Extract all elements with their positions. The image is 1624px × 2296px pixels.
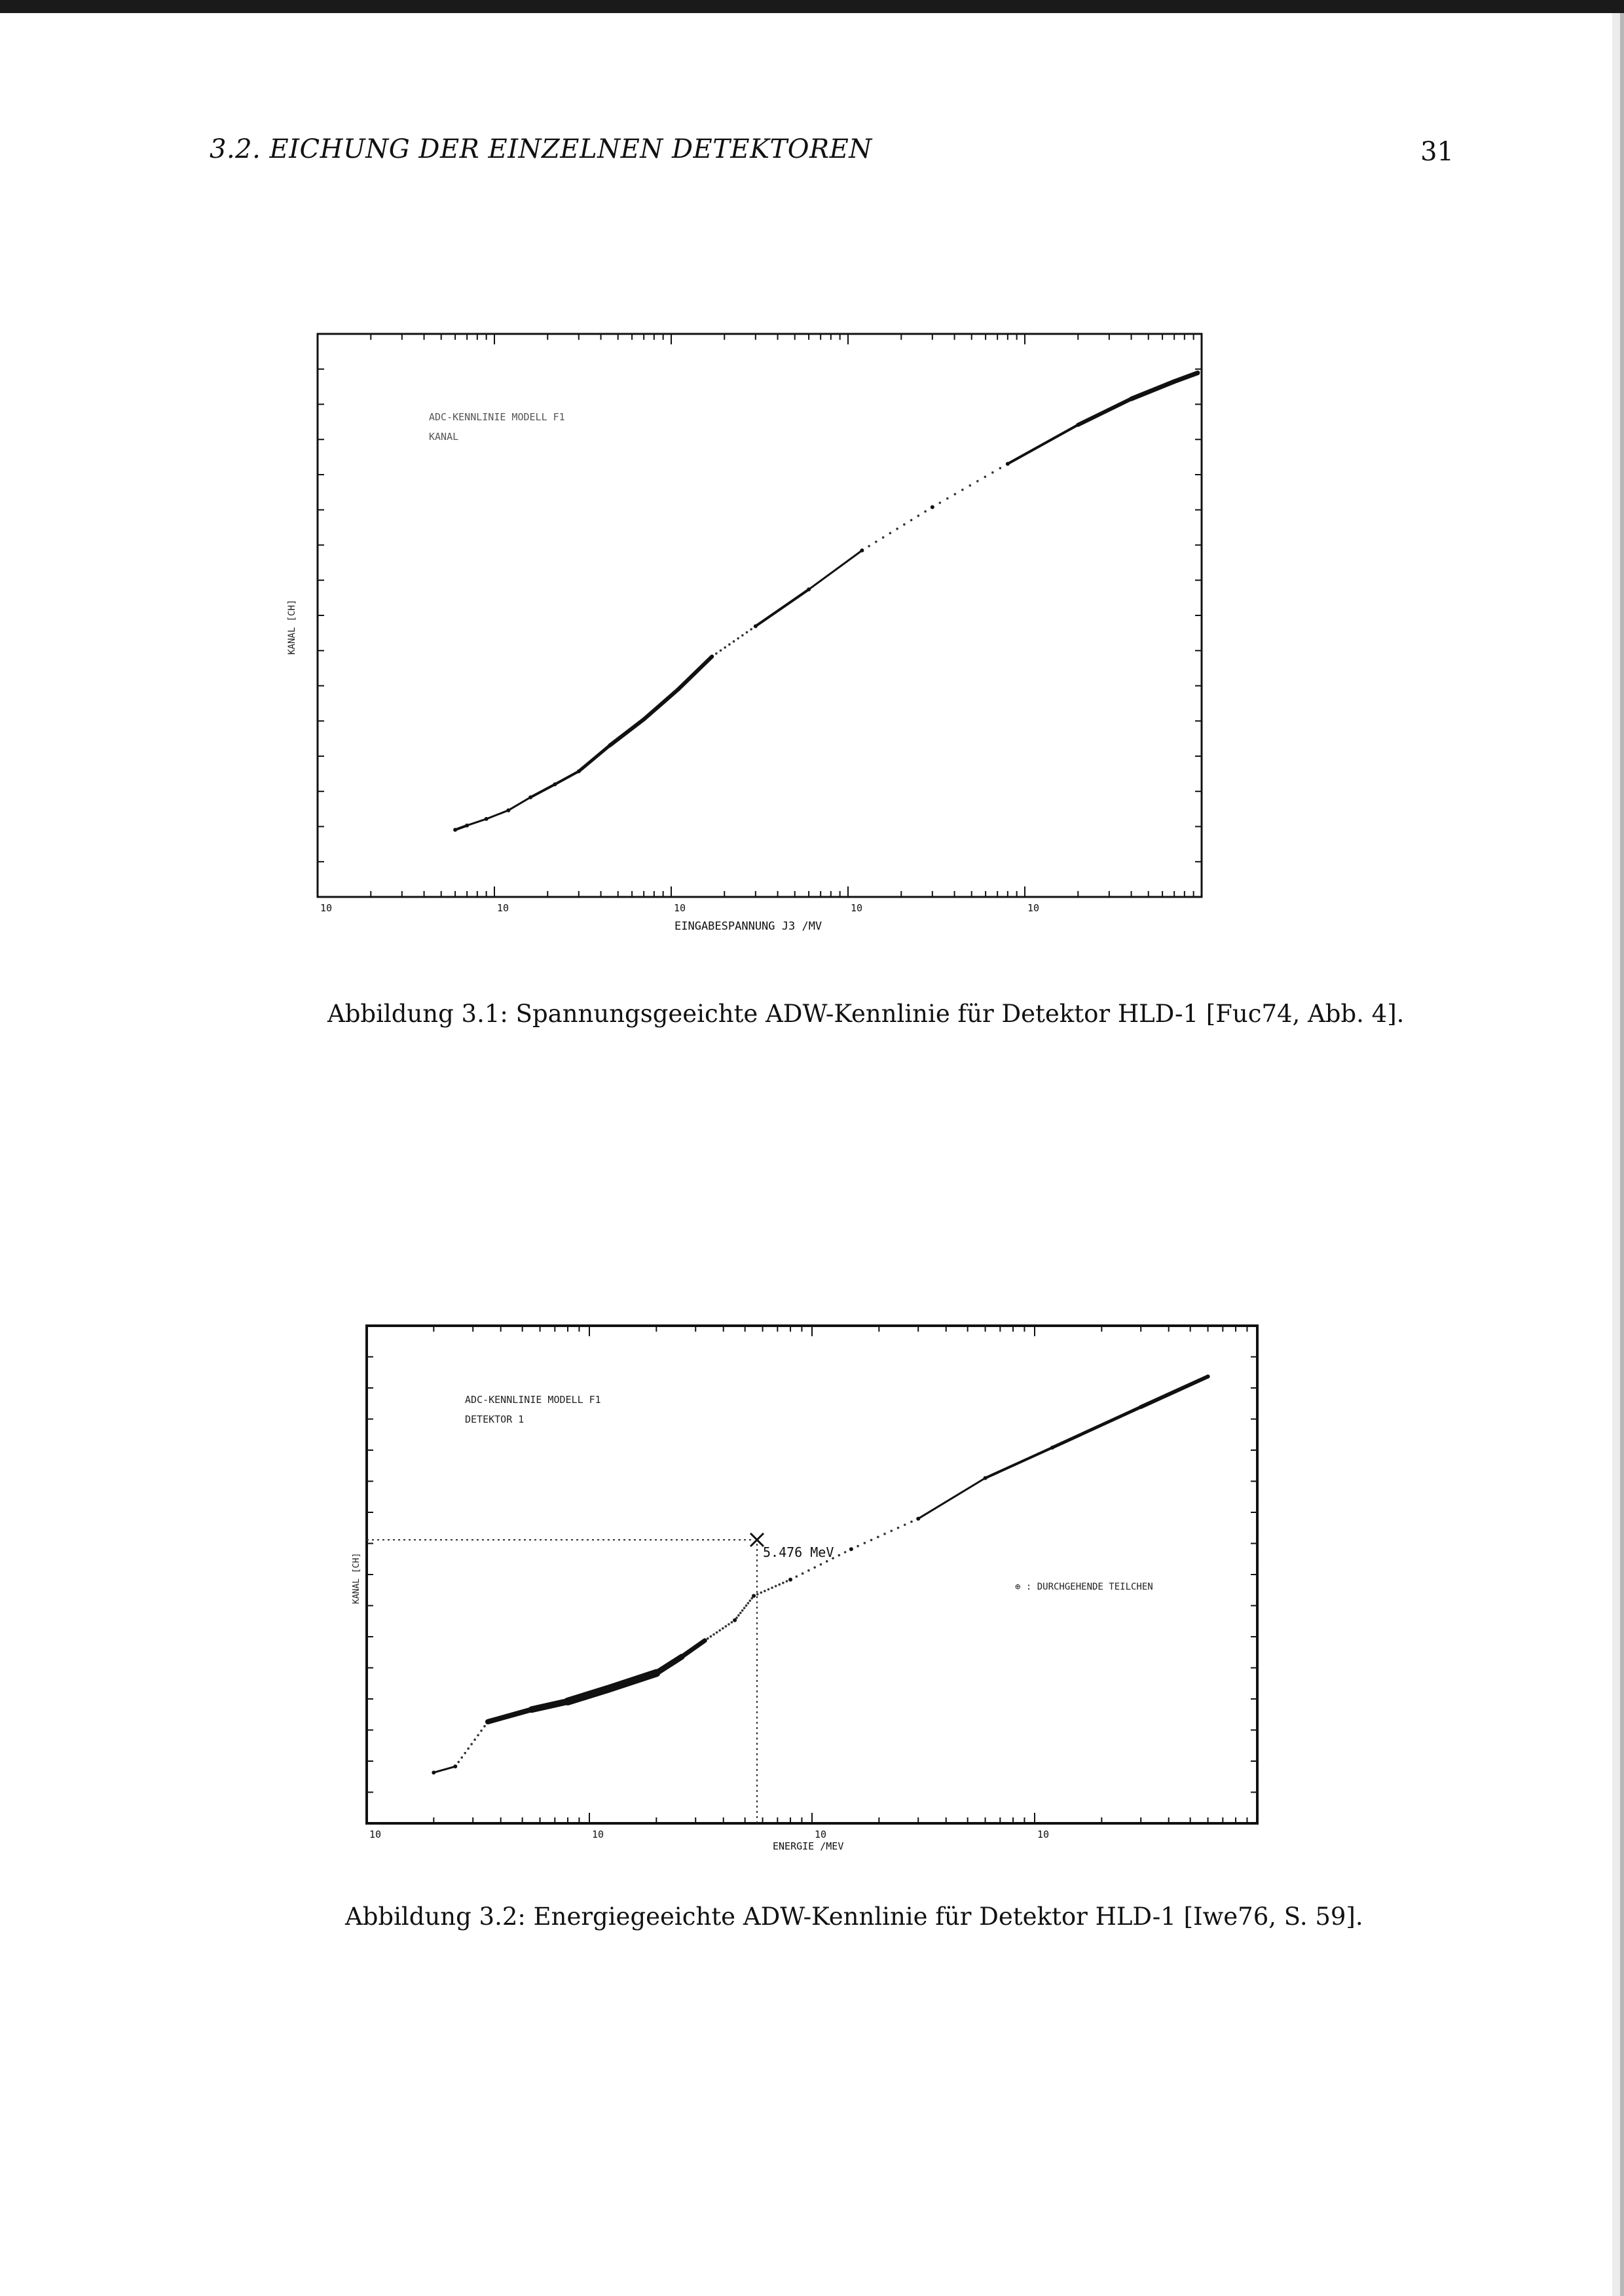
data-point — [750, 628, 752, 630]
data-point — [1139, 1405, 1143, 1409]
data-point — [722, 1627, 724, 1630]
curve-segment — [918, 1478, 985, 1519]
x-decade-tick-label: 10 — [815, 1829, 827, 1840]
data-point — [710, 655, 714, 659]
curve-segment — [678, 657, 712, 689]
data-point — [860, 549, 864, 553]
data-point — [707, 1637, 709, 1640]
data-point — [991, 471, 994, 474]
data-point — [432, 1770, 435, 1774]
section-title: 3.2. EICHUNG DER EINZELNEN DETEKTOREN — [210, 134, 872, 164]
data-point — [724, 646, 726, 649]
data-point — [897, 1527, 900, 1529]
legend-line-2: KANAL — [429, 431, 459, 443]
data-point — [756, 1593, 759, 1595]
scan-right-edge — [1620, 13, 1624, 2296]
data-point — [838, 1554, 841, 1557]
data-point — [917, 515, 920, 517]
data-point — [741, 634, 744, 637]
curve-segment — [488, 1709, 532, 1722]
data-point — [654, 1671, 658, 1675]
data-point — [870, 1539, 873, 1541]
legend-line-1: ADC-KENNLINIE MODELL F1 — [465, 1394, 601, 1406]
x-decade-tick-label: 10 — [1027, 902, 1040, 914]
x-axis-label: ENERGIE /MEV — [773, 1840, 844, 1852]
data-point — [712, 1633, 715, 1636]
figure-3-2 — [341, 1296, 1283, 1859]
data-point — [1076, 423, 1080, 427]
data-point — [752, 1594, 756, 1598]
legend-line-2: DETEKTOR 1 — [465, 1413, 525, 1425]
data-point — [460, 1757, 463, 1759]
curve-segment — [756, 589, 809, 626]
data-point — [731, 1621, 733, 1624]
marker-label: 5.476 MeV — [763, 1544, 834, 1560]
curve-segment — [434, 1766, 455, 1772]
data-point — [733, 1618, 737, 1622]
data-point — [553, 782, 557, 786]
data-point — [642, 718, 646, 721]
data-point — [737, 1614, 740, 1617]
data-point — [796, 1575, 798, 1578]
curve-segment — [1052, 1407, 1141, 1448]
data-point — [969, 484, 972, 487]
curve-segment — [1078, 399, 1131, 425]
curve-segment — [682, 1641, 705, 1657]
data-point — [728, 1623, 730, 1626]
data-point — [984, 476, 987, 479]
curve-segment — [487, 811, 509, 819]
x-decade-tick-label: 10 — [592, 1829, 604, 1840]
data-point — [486, 1720, 490, 1724]
data-point — [528, 795, 532, 799]
x-decade-tick-label: 10 — [497, 902, 509, 914]
data-point — [470, 1743, 473, 1745]
curve-segment — [656, 1657, 682, 1673]
data-point — [743, 1607, 746, 1609]
data-point — [896, 528, 898, 530]
x-decade-tick-label: 10 — [1037, 1829, 1050, 1840]
data-point — [748, 1599, 751, 1602]
data-point — [718, 1630, 721, 1632]
data-point — [473, 1738, 476, 1741]
data-point — [882, 536, 885, 539]
data-point — [676, 687, 680, 691]
data-point — [710, 1635, 712, 1638]
data-point — [480, 1730, 483, 1732]
data-point — [813, 1566, 816, 1569]
data-point — [760, 1592, 762, 1594]
data-point — [457, 1761, 460, 1764]
data-point — [924, 510, 927, 513]
data-point — [1050, 1446, 1054, 1449]
legend-line-1: ADC-KENNLINIE MODELL F1 — [429, 411, 565, 423]
data-point — [786, 1580, 788, 1582]
data-point — [725, 1625, 728, 1628]
y-axis-label: KANAL [CH] — [352, 1552, 361, 1604]
symbol-note: ⊕ : DURCHGEHENDE TEILCHEN — [1015, 1582, 1153, 1592]
data-point — [820, 1563, 822, 1566]
curve-segment — [579, 745, 610, 771]
data-point — [1006, 462, 1010, 465]
data-point — [467, 1747, 470, 1750]
data-point — [782, 1582, 784, 1584]
data-point — [849, 1547, 853, 1551]
figure-3-2-caption: Abbildung 3.2: Energiegeeichte ADW-Kennlinie für Detektor HLD-1 [Iwe76, S. 59]. — [345, 1903, 1363, 1931]
data-point — [1172, 380, 1176, 384]
curve-segment — [607, 1673, 656, 1689]
data-point — [999, 467, 1002, 469]
data-point — [976, 480, 979, 483]
data-point — [771, 1586, 773, 1589]
data-point — [453, 828, 457, 831]
curve-segment — [809, 551, 862, 590]
data-point — [904, 1523, 906, 1526]
data-point — [745, 1605, 748, 1607]
data-point — [778, 1583, 781, 1586]
x-decade-tick-label: 10 — [851, 902, 863, 914]
data-point — [566, 1700, 570, 1704]
curve-segment — [1174, 373, 1198, 382]
data-point — [788, 1578, 792, 1582]
data-point — [1196, 371, 1200, 375]
data-point — [864, 1542, 866, 1544]
data-point — [916, 1517, 920, 1521]
data-point — [733, 640, 735, 643]
data-point — [453, 1764, 457, 1768]
curve-segment — [986, 1448, 1052, 1478]
data-point — [746, 631, 748, 634]
data-point — [844, 1551, 847, 1554]
data-point — [483, 1725, 486, 1728]
data-point — [889, 532, 892, 535]
data-point — [747, 1602, 750, 1605]
curve-segment — [1132, 382, 1175, 399]
data-point — [739, 1612, 742, 1614]
data-point — [939, 501, 942, 504]
data-point — [910, 519, 913, 522]
data-point — [807, 587, 811, 591]
data-point — [506, 809, 510, 812]
curve-segment — [555, 771, 578, 784]
data-point — [1130, 397, 1134, 401]
curve-segment — [644, 689, 678, 719]
x-axis-label: EINGABESPANNUNG J3 /MV — [674, 920, 822, 933]
data-point — [984, 1476, 987, 1480]
data-point — [728, 644, 731, 646]
data-point — [868, 545, 870, 547]
data-point — [741, 1609, 744, 1612]
data-point — [931, 505, 934, 509]
figure-3-1-caption: Abbildung 3.1: Spannungsgeeichte ADW-Kennlinie für Detektor HLD-1 [Fuc74, Abb. 4]. — [327, 1000, 1405, 1028]
curve-segment — [532, 1702, 568, 1709]
data-point — [485, 817, 489, 821]
figure-3-2-plot — [341, 1296, 1283, 1859]
data-point — [802, 1573, 804, 1575]
data-point — [477, 1734, 479, 1737]
y-axis-label: KANAL [CH] — [287, 599, 297, 655]
x-decade-tick-label: 10 — [674, 902, 686, 914]
page-header — [210, 134, 1454, 173]
data-point — [608, 743, 612, 747]
data-points — [453, 371, 1200, 832]
data-point — [910, 1521, 913, 1523]
curve-segment — [530, 784, 555, 797]
curve-segment — [467, 819, 486, 826]
page-number: 31 — [1420, 137, 1454, 167]
data-point — [720, 649, 722, 652]
data-point — [737, 637, 739, 640]
data-point — [577, 769, 581, 773]
curve-segment — [508, 797, 530, 811]
data-point — [764, 1590, 766, 1592]
figure-3-1 — [275, 314, 1231, 949]
data-point — [807, 1569, 810, 1572]
data-point — [715, 652, 718, 655]
data-point — [961, 488, 964, 491]
data-point — [826, 1560, 828, 1563]
data-point — [754, 625, 758, 629]
data-point — [605, 1687, 609, 1691]
data-point — [464, 1752, 466, 1755]
curve-segment — [1141, 1377, 1208, 1408]
curve-segment — [1008, 425, 1078, 464]
curve-segment — [610, 720, 644, 746]
data-point — [890, 1530, 893, 1533]
curve-segment — [568, 1689, 607, 1702]
data-point — [1206, 1375, 1210, 1379]
data-point — [857, 1545, 859, 1548]
figure-3-1-plot — [275, 314, 1231, 949]
data-point — [946, 498, 949, 500]
data-point — [875, 541, 877, 543]
data-point — [954, 493, 957, 496]
data-point — [703, 1639, 707, 1643]
data-point — [767, 1588, 770, 1591]
data-point — [530, 1707, 534, 1711]
data-point — [465, 824, 469, 828]
data-point — [883, 1533, 886, 1535]
data-point — [877, 1536, 879, 1539]
scan-top-border — [0, 0, 1624, 13]
data-point — [680, 1655, 684, 1659]
data-point — [903, 523, 906, 526]
data-points — [432, 1375, 1209, 1775]
x-decade-tick-label: 10 — [369, 1829, 382, 1840]
data-point — [716, 1631, 718, 1634]
data-point — [775, 1585, 777, 1588]
x-decade-tick-label: 10 — [320, 902, 333, 914]
